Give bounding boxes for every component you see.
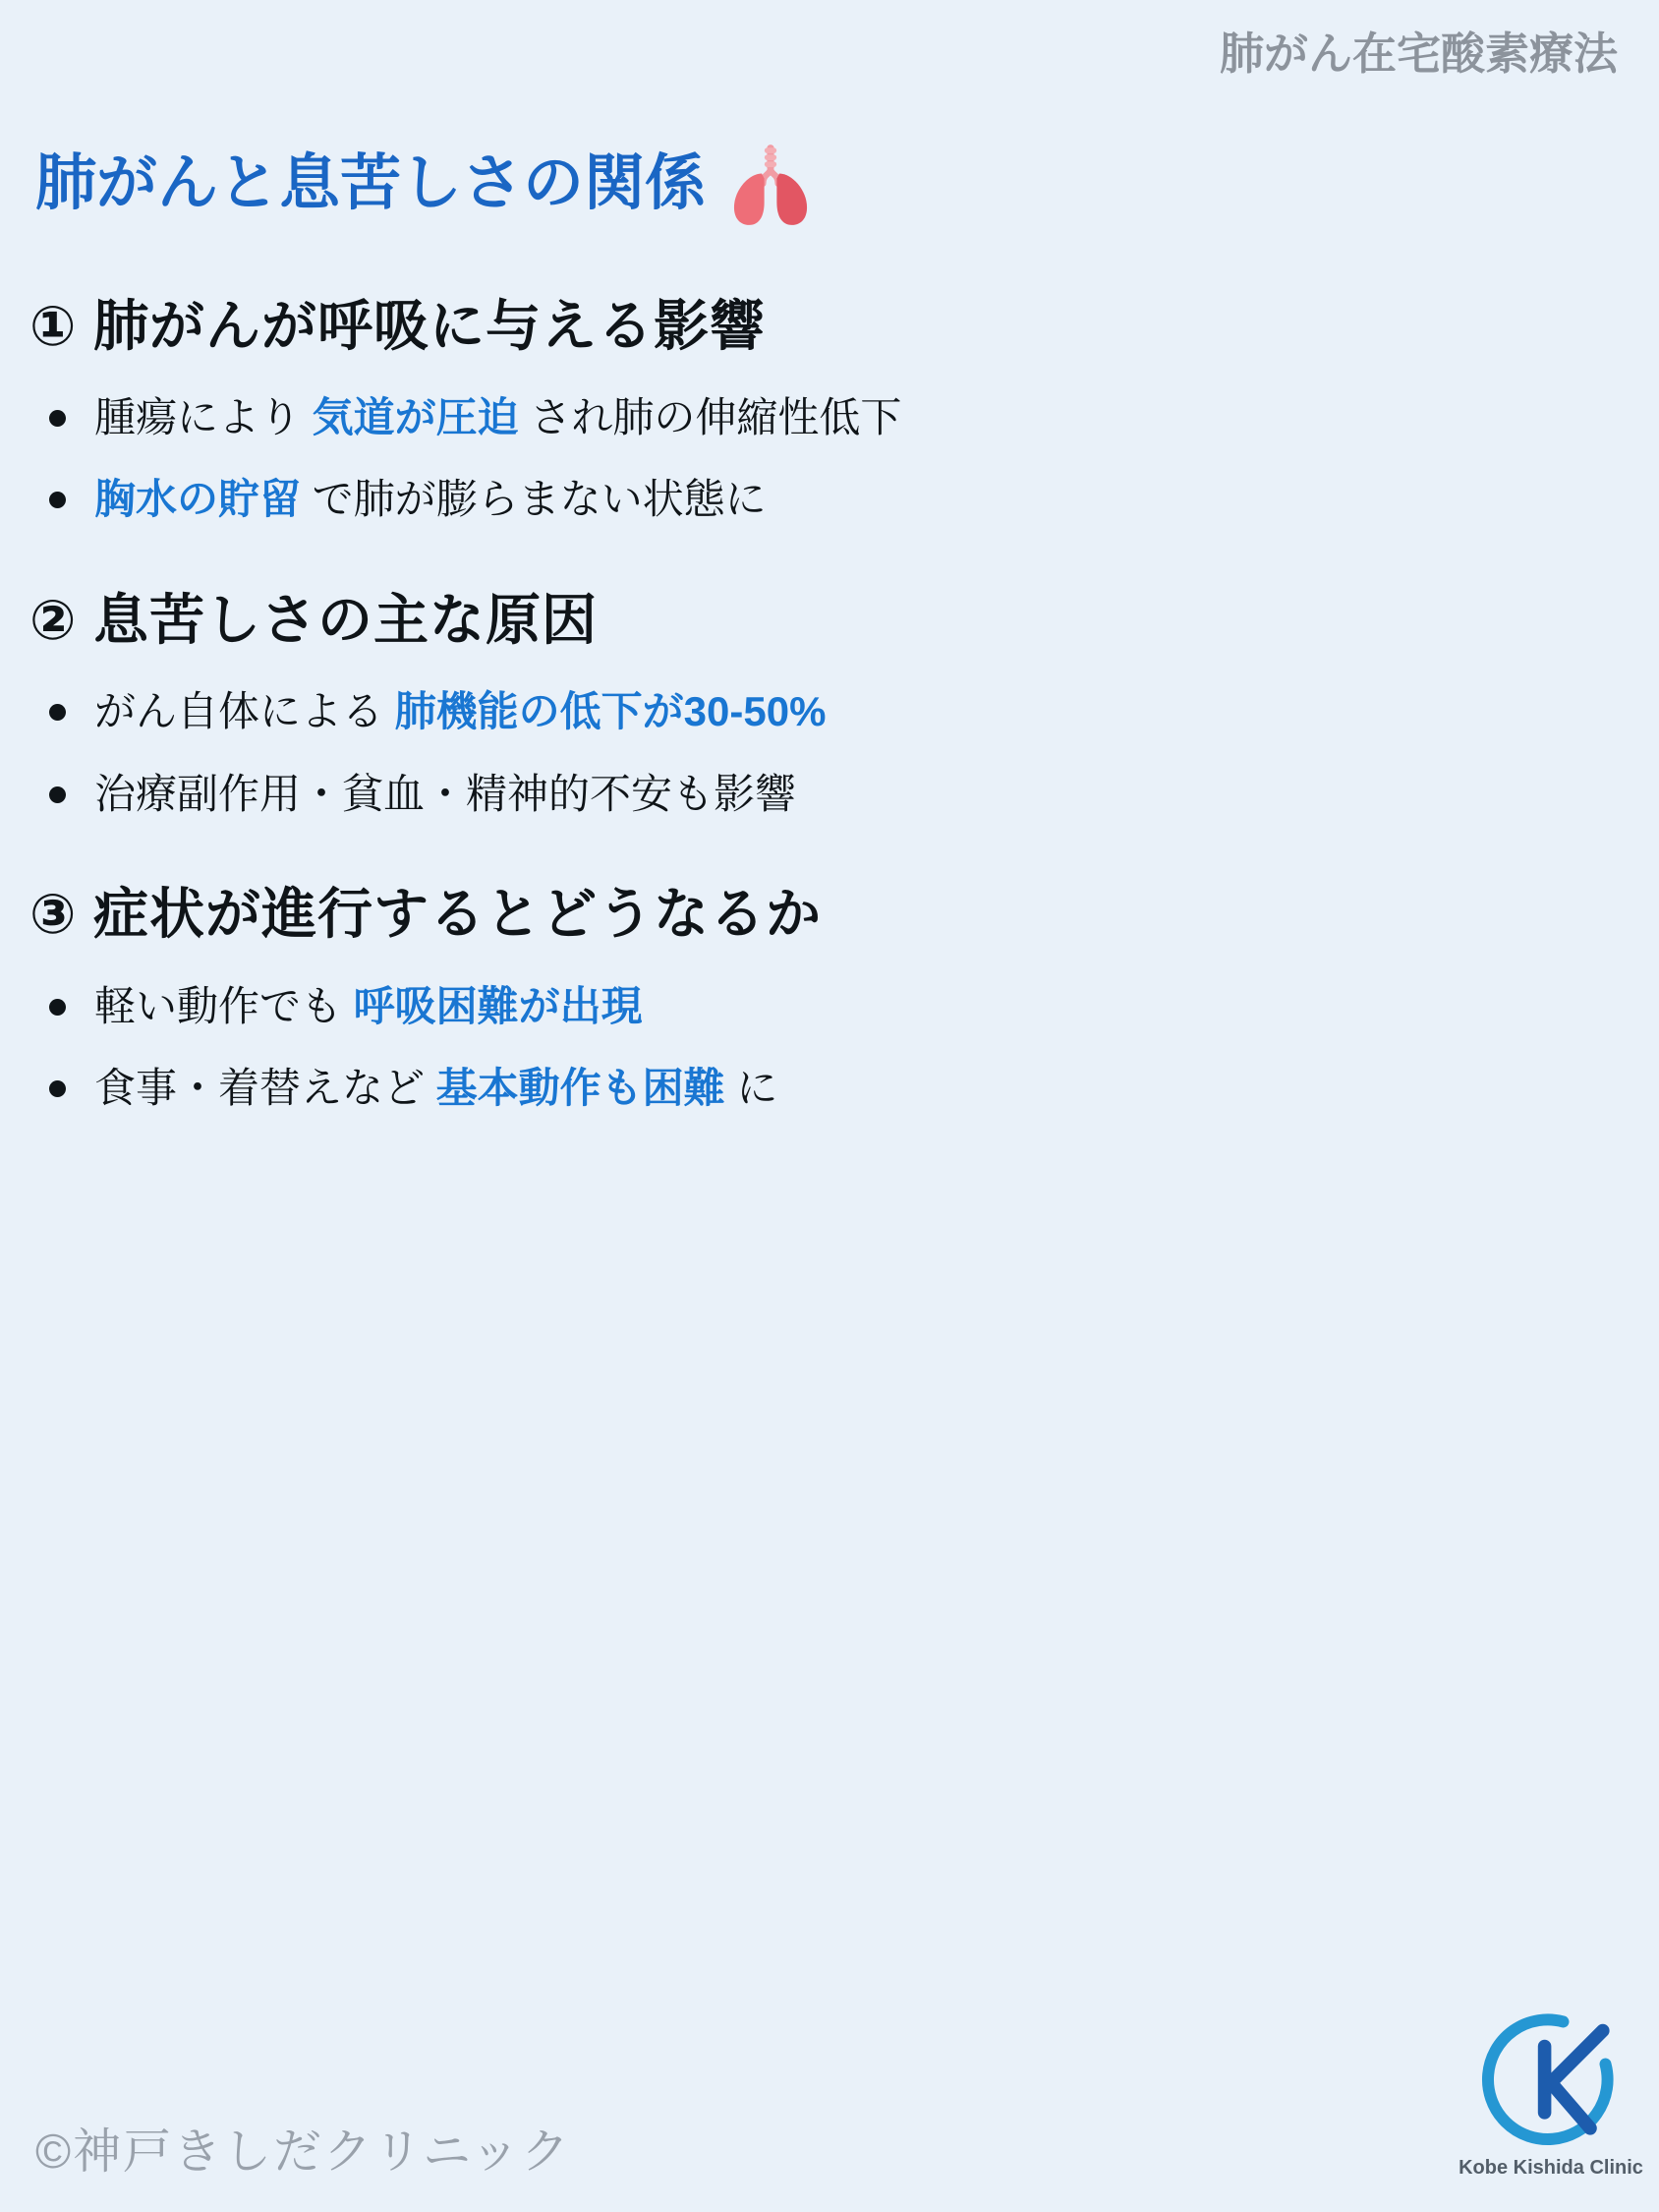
bullet-item bbox=[0, 393, 1659, 442]
bullet-item bbox=[0, 1064, 1659, 1113]
bullet-list bbox=[0, 393, 1659, 524]
section-symptom-progression bbox=[0, 883, 1659, 1112]
bullet-item bbox=[0, 982, 1659, 1031]
clinic-logo bbox=[1457, 1998, 1645, 2180]
section-main-causes bbox=[0, 589, 1659, 818]
section-heading: ③ 症状が進行するとどうなるか bbox=[29, 883, 822, 946]
bullet-text: され肺の伸縮性低下 bbox=[518, 393, 902, 440]
bullet-text: に bbox=[724, 1065, 778, 1112]
bullet-highlight: 気道が圧迫 bbox=[312, 393, 519, 440]
bullet-list bbox=[0, 687, 1659, 818]
lungs-icon bbox=[725, 140, 816, 230]
bullet-text: 腫瘍により bbox=[94, 393, 313, 440]
logo-k-icon bbox=[1468, 1998, 1633, 2155]
page-title bbox=[35, 140, 1659, 230]
copyright: ©神戸きしだクリニック bbox=[35, 2125, 572, 2179]
bullet-text: で肺が膨らまない状態に bbox=[301, 476, 767, 523]
page-title-text: 肺がんと息苦しさの関係 bbox=[35, 149, 707, 218]
bullet-item bbox=[0, 687, 1659, 736]
bullet-text: がん自体による bbox=[94, 688, 395, 735]
header-tag: 肺がん在宅酸素療法 bbox=[1219, 29, 1618, 79]
bullet-highlight: 呼吸困難が出現 bbox=[353, 982, 643, 1029]
logo-text: Kobe Kishida Clinic bbox=[1459, 2157, 1643, 2179]
bullet-text: 軽い動作でも bbox=[94, 982, 354, 1029]
bullet-list bbox=[0, 982, 1659, 1113]
section-heading: ② 息苦しさの主な原因 bbox=[29, 588, 598, 651]
bullet-highlight: 胸水の貯留 bbox=[94, 476, 302, 523]
bullet-highlight: 肺機能の低下が30-50% bbox=[394, 688, 827, 735]
bullet-text: 治療副作用・貧血・精神的不安も影響 bbox=[94, 770, 797, 817]
section-lung-cancer-breathing-impact bbox=[0, 295, 1659, 524]
bullet-item bbox=[0, 475, 1659, 524]
bullet-text: 食事・着替えなど bbox=[94, 1065, 436, 1112]
bullet-item bbox=[0, 770, 1659, 819]
bullet-highlight: 基本動作も困難 bbox=[435, 1065, 725, 1112]
section-heading: ① 肺がんが呼吸に与える影響 bbox=[29, 294, 766, 357]
